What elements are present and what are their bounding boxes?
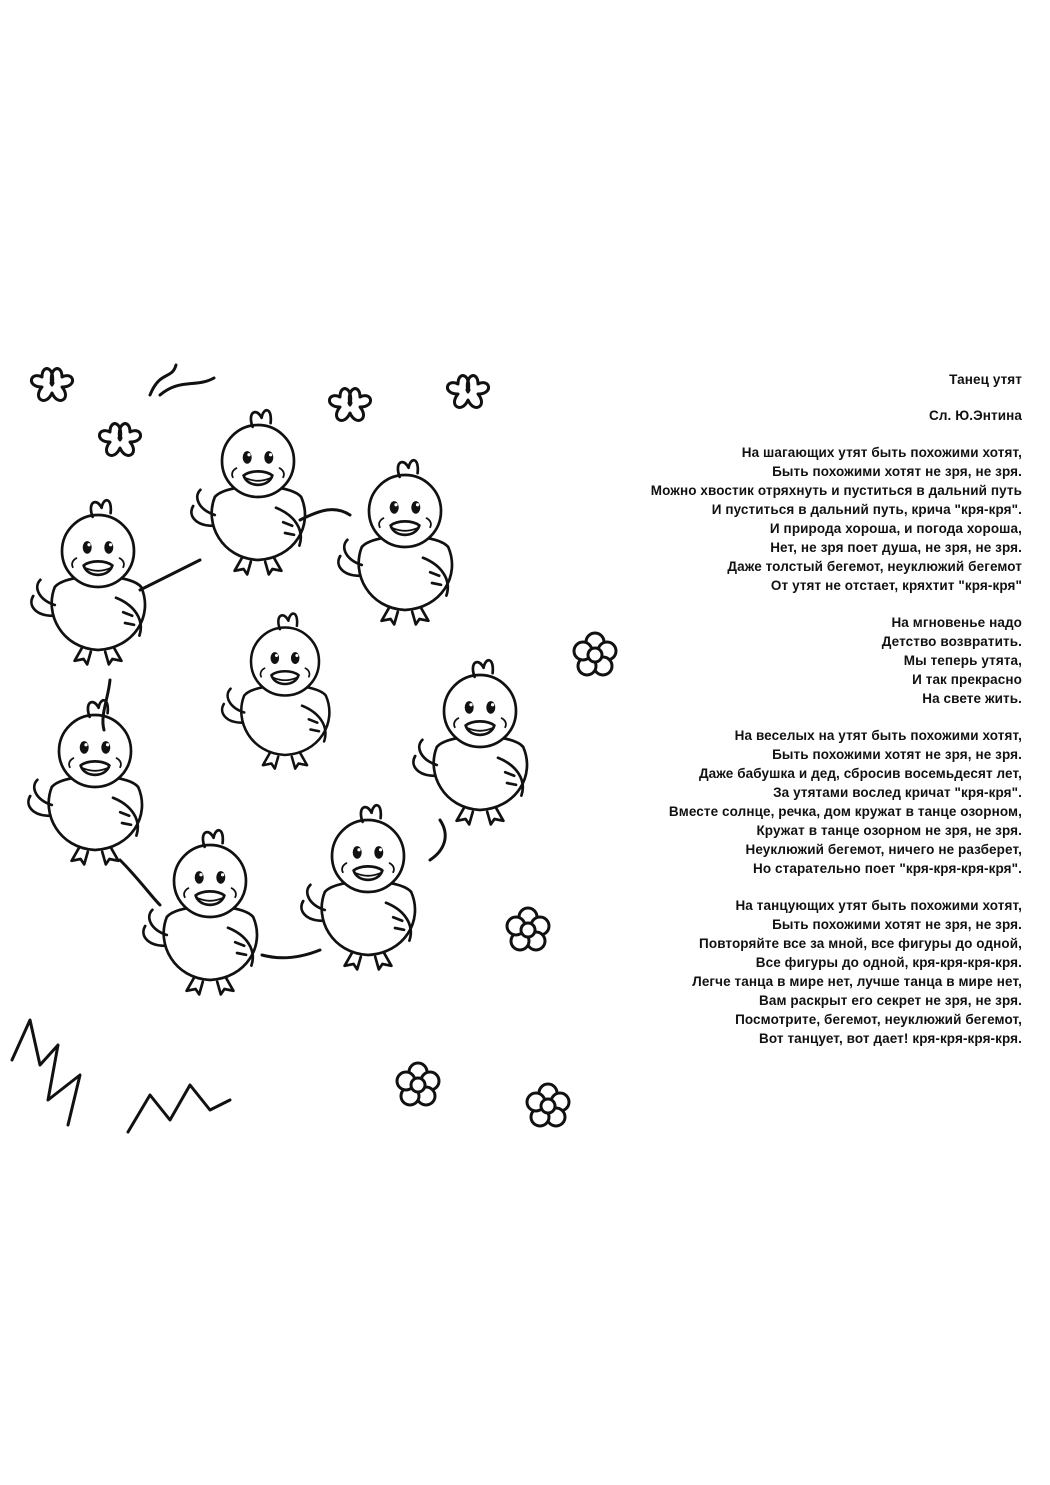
stanza-1: [462, 443, 1022, 595]
lyric-line: Все фигуры до одной, кря-кря-кря-кря.: [755, 955, 1022, 970]
lyric-line: За утятами вослед кричат "кря-кря".: [773, 785, 1022, 800]
lyric-line: Легче танца в мире нет, лучше танца в мире нет,: [692, 974, 1022, 989]
lyric-line: От утят не отстает, кряхтит "кря-кря": [770, 578, 1022, 593]
lyric-line: На танцующих утят быть похожими хотят,: [735, 898, 1022, 913]
duckling: [338, 460, 452, 624]
lyric-line: И пуститься в дальний путь, крича "кря-кря".: [711, 502, 1022, 517]
flower-icon: [527, 1084, 569, 1126]
lyric-line: И природа хороша, и погода хороша,: [769, 521, 1022, 536]
blossom-icon: [99, 424, 140, 456]
lyric-line: Можно хвостик отряхнуть и пуститься в дальний путь: [650, 483, 1022, 498]
lyric-line: Даже толстый бегемот, неуклюжий бегемот: [727, 559, 1022, 574]
lyric-line: Даже бабушка и дед, сбросив восемьдесят лет,: [698, 766, 1022, 781]
lyric-line: На мгновенье надо: [891, 615, 1022, 630]
lyric-line: Повторяйте все за мной, все фигуры до одной,: [699, 936, 1022, 951]
lyric-line: Быть похожими хотят не зря, не зря.: [772, 917, 1022, 932]
lyric-line: И так прекрасно: [912, 672, 1022, 687]
stanza-2: [462, 613, 1022, 708]
song-lyrics: [462, 370, 1022, 1048]
lyric-line: Быть похожими хотят не зря, не зря.: [772, 464, 1022, 479]
lyric-line: Вместе солнце, речка, дом кружат в танце озорном,: [668, 804, 1022, 819]
lyric-line: Мы теперь утята,: [903, 653, 1022, 668]
duckling-center: [222, 614, 329, 769]
lyric-line: Нет, не зря поет душа, не зря, не зря.: [770, 540, 1022, 555]
lyric-line: На веселых на утят быть похожими хотят,: [734, 728, 1022, 743]
stanza-3: [462, 726, 1022, 878]
blossom-icon: [329, 389, 370, 421]
duckling: [143, 830, 257, 994]
duckling: [31, 500, 145, 664]
lyric-line: Вам раскрыт его секрет не зря, не зря.: [758, 993, 1022, 1008]
lyric-line: На свете жить.: [922, 691, 1022, 706]
stanza-4: [462, 896, 1022, 1048]
song-title: Танец утят: [949, 372, 1022, 387]
duckling: [191, 410, 305, 574]
duckling: [301, 805, 415, 969]
lyric-line: Быть похожими хотят не зря, не зря.: [772, 747, 1022, 762]
lyric-line: Посмотрите, бегемот, неуклюжий бегемот,: [735, 1012, 1022, 1027]
flower-icon: [397, 1063, 439, 1105]
lyric-line: Вот танцует, вот дает! кря-кря-кря-кря.: [759, 1031, 1022, 1046]
blossom-icon: [31, 369, 72, 401]
lyric-line: Детство возвратить.: [881, 634, 1022, 649]
grass-icon: [128, 1085, 230, 1132]
song-author: Сл. Ю.Энтина: [928, 408, 1022, 423]
grass-icon: [12, 1020, 80, 1125]
lyric-line: На шагающих утят быть похожими хотят,: [741, 445, 1022, 460]
lyric-line: Но старательно поет "кря-кря-кря-кря".: [752, 861, 1022, 876]
lyric-line: Кружат в танце озорном не зря, не зря.: [756, 823, 1022, 838]
duckling: [28, 700, 142, 864]
grass-icon: [150, 365, 214, 395]
lyric-line: Неуклюжий бегемот, ничего не разберет,: [745, 842, 1022, 857]
